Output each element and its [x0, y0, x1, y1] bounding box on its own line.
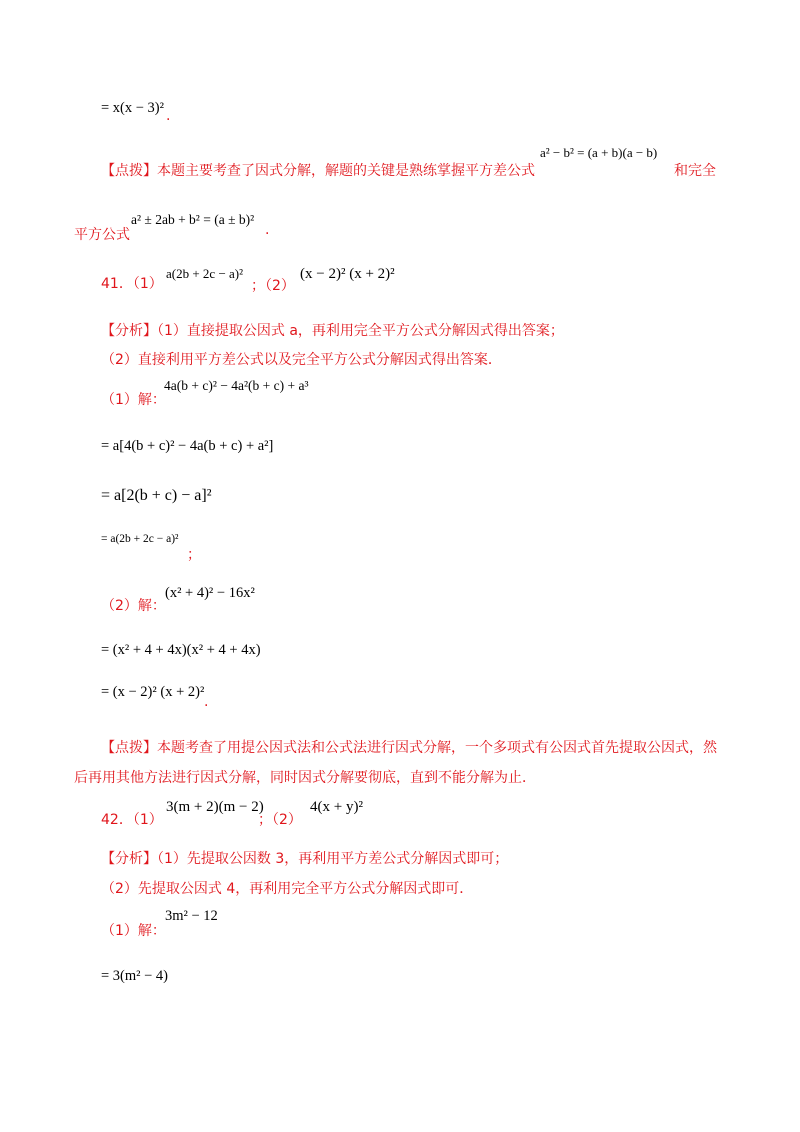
answer-2: 4(x + y)² [310, 799, 363, 815]
answer-2: (x − 2)² (x + 2)² [300, 266, 395, 282]
period: . [166, 108, 171, 124]
solution-expression: (x² + 4)² − 16x² [165, 585, 255, 601]
solution-step: = a[2(b + c) − a]² [101, 487, 212, 504]
analysis-line: （2）直接利用平方差公式以及完全平方公式分解因式得出答案． [101, 352, 502, 368]
solution-step: = a(2b + 2c − a)² [101, 533, 179, 545]
answer-separator: ；（2） [251, 278, 295, 294]
solution-label: （2）解： [101, 598, 166, 614]
answer-1: 3(m + 2)(m − 2) [166, 799, 264, 815]
analysis-line: 【分析】（1）先提取公因数 3，再利用平方差公式分解因式即可； [101, 851, 509, 867]
solution-step: = (x − 2)² (x + 2)² [101, 684, 205, 700]
solution-step: = 3(m² − 4) [101, 968, 169, 984]
period: . [204, 694, 209, 710]
tip-line: 【点拨】本题考查了用提公因式法和公式法进行因式分解，一个多项式有公因式首先提取公因式，然 [101, 740, 717, 756]
answer-1: a(2b + 2c − a)² [166, 266, 244, 281]
solution-expression: 3m² − 12 [165, 908, 218, 924]
tip-text-tail: 和完全 [674, 163, 716, 179]
solution-step: = (x² + 4 + 4x)(x² + 4 + 4x) [101, 642, 261, 658]
tip-text: 【点拨】本题主要考查了因式分解，解题的关键是熟练掌握平方差公式 [101, 163, 535, 179]
semicolon: ； [187, 547, 201, 563]
question-number: 42．（1） [101, 812, 163, 828]
tip-line: 后再用其他方法进行因式分解，同时因式分解要彻底，直到不能分解为止． [74, 770, 536, 786]
solution-expression: 4a(b + c)² − 4a²(b + c) + a³ [164, 378, 309, 393]
period: . [265, 222, 270, 238]
analysis-line: （2）先提取公因式 4，再利用完全平方公式分解因式即可． [101, 881, 474, 897]
analysis-line: 【分析】（1）直接提取公因式 a，再利用完全平方公式分解因式得出答案； [101, 323, 564, 339]
answer-separator: ；（2） [258, 812, 302, 828]
solution-step: = a[4(b + c)² − 4a(b + c) + a²] [101, 438, 274, 454]
formula-difference-of-squares: a² − b² = (a + b)(a − b) [540, 145, 658, 160]
question-number: 41．（1） [101, 276, 163, 292]
math-line: = x(x − 3)² [101, 100, 164, 116]
solution-label: （1）解： [101, 923, 166, 939]
formula-perfect-square: a² ± 2ab + b² = (a ± b)² [131, 212, 255, 227]
tip-text: 平方公式 [74, 227, 130, 243]
solution-label: （1）解： [101, 392, 166, 408]
